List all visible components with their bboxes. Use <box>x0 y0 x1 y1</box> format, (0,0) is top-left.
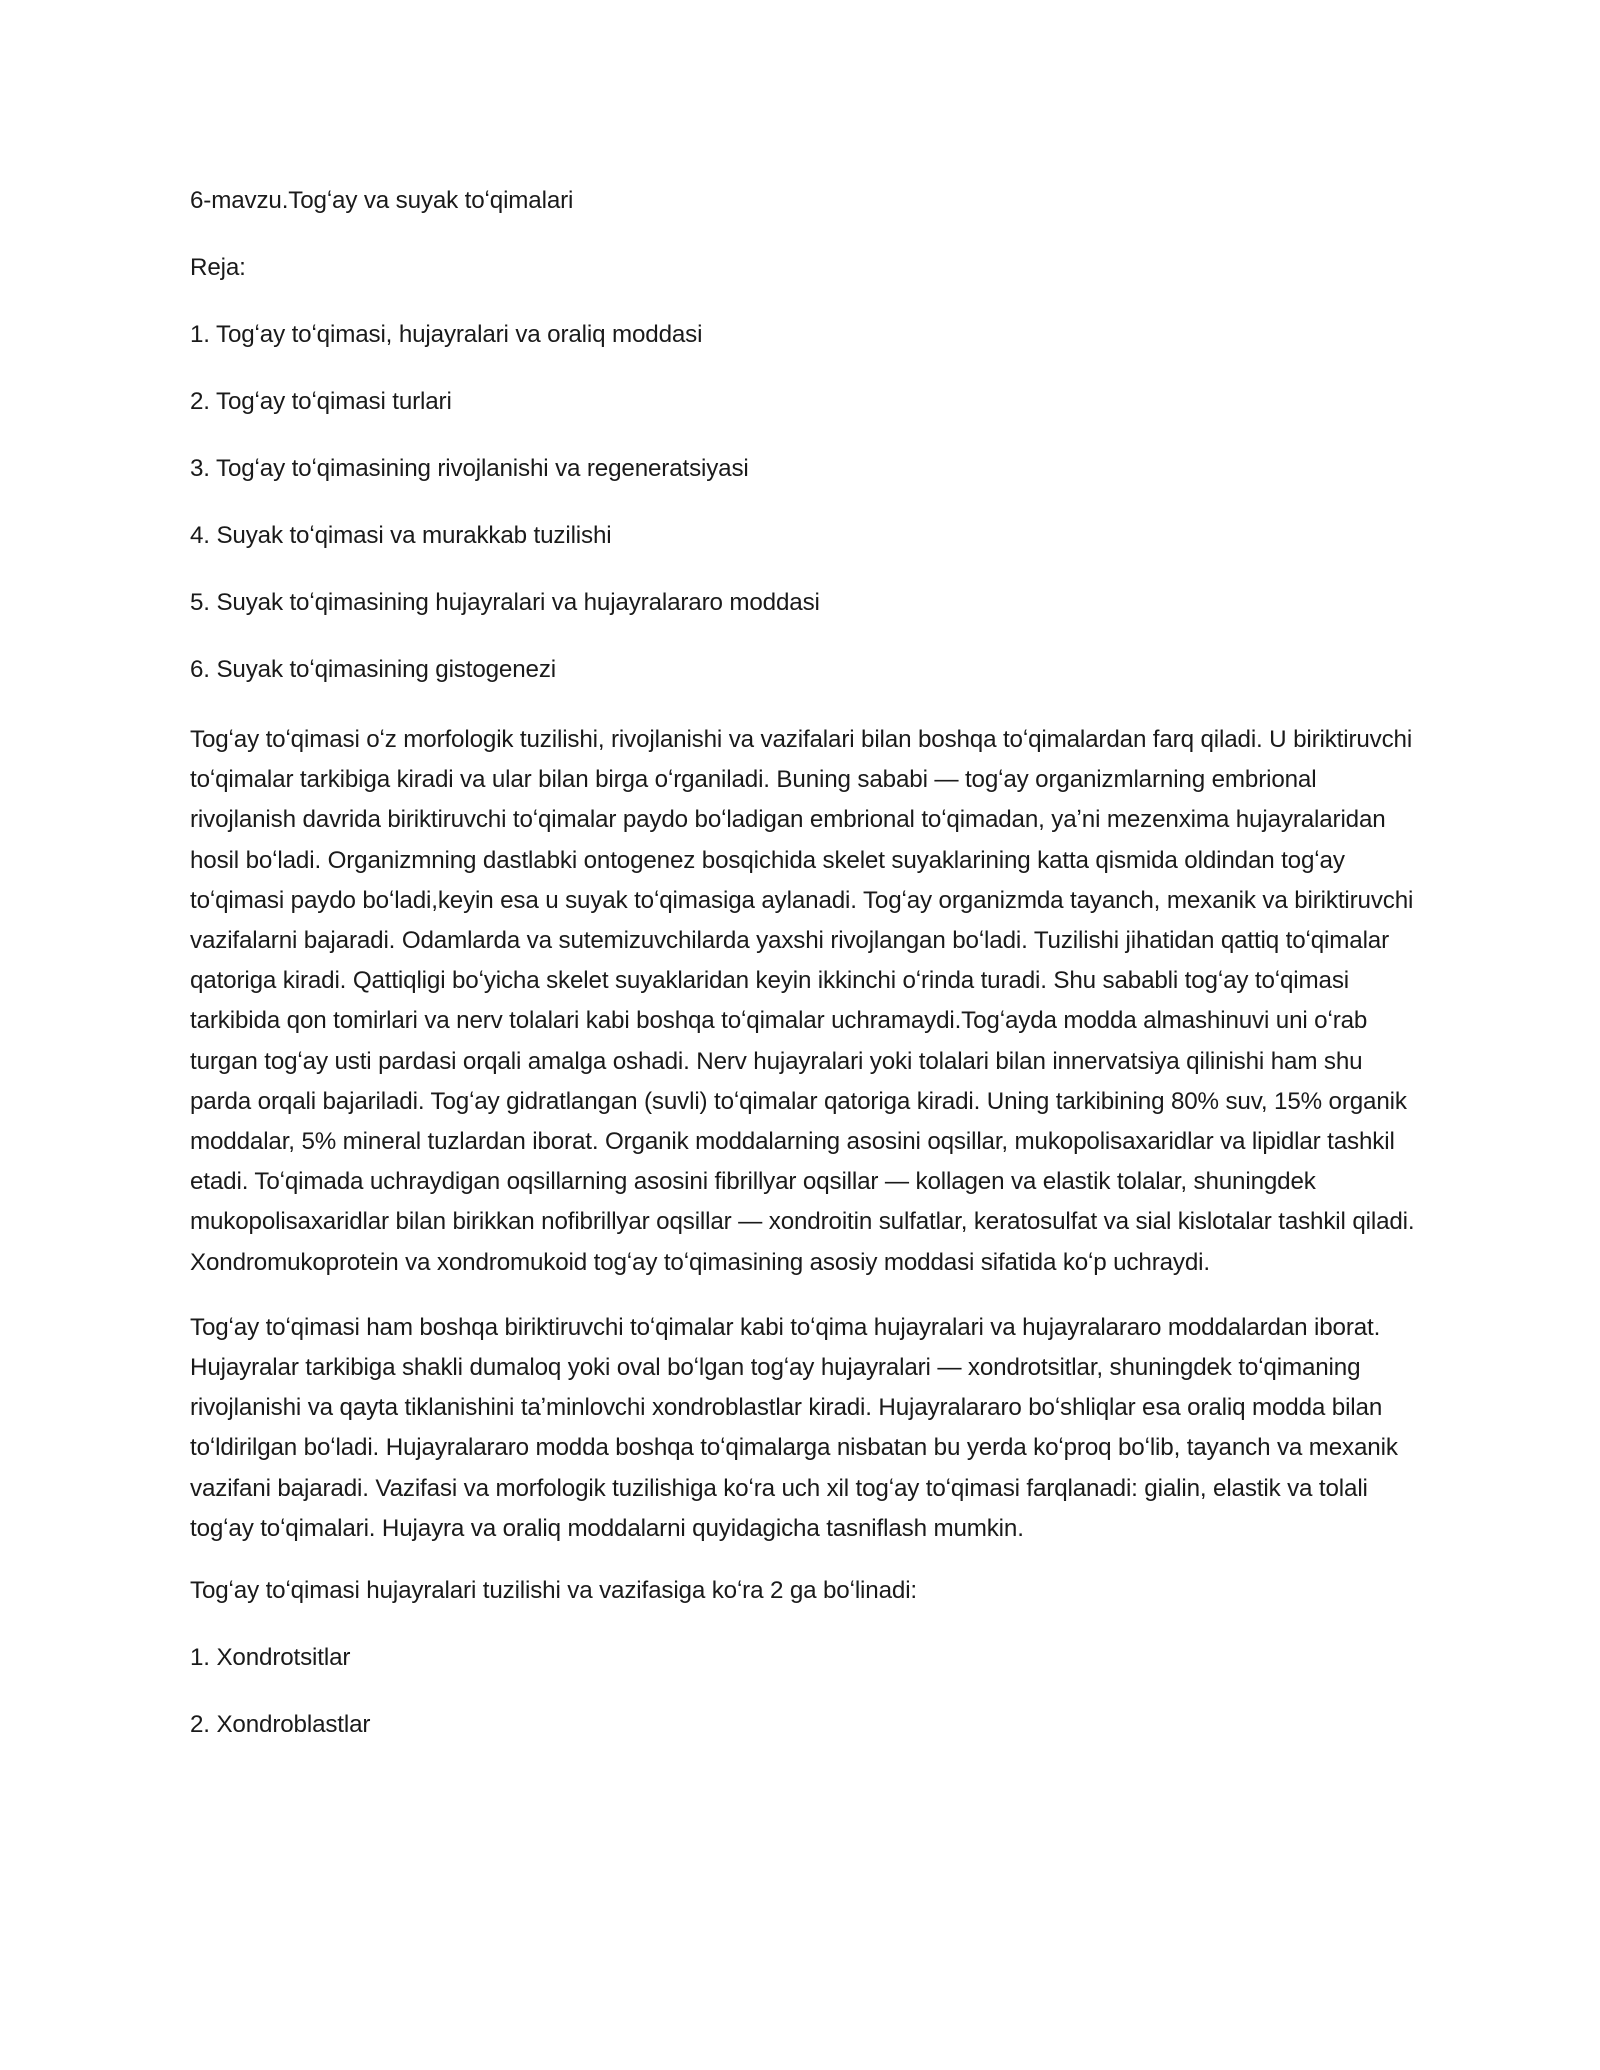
document-title: 6-mavzu.Togʻay va suyak toʻqimalari <box>190 187 574 214</box>
plan-item-2: 2. Togʻay toʻqimasi turlari <box>190 388 452 415</box>
plan-item-3: 3. Togʻay toʻqimasining rivojlanishi va regeneratsiyasi <box>190 455 749 482</box>
document-body <box>190 184 1415 1775</box>
plan-label: Reja: <box>190 254 246 281</box>
classification-item-2: 2. Xondroblastlar <box>190 1711 371 1739</box>
classification-item-1: 1. Xondrotsitlar <box>190 1644 351 1672</box>
plan-item-1: 1. Togʻay toʻqimasi, hujayralari va oraliq moddasi <box>190 321 703 348</box>
body-paragraph-2: Togʻay toʻqimasi ham boshqa biriktiruvchi toʻqimalar kabi toʻqima hujayralari va hujayralararo moddalardan iborat. Hujayralar tarkibiga shakli dumaloq yoki oval boʻlgan togʻay hujayralari — xondrotsitlar, shuningdek toʻqimaning rivojlanishi va qayta tiklanishini taʼminlovchi xondroblastlar kiradi. Hujayralararo boʻshliqlar esa oraliq modda bilan toʻldirilgan boʻladi. Hujayralararo modda boshqa toʻqimalarga nisbatan bu yerda koʻproq boʻlib, tayanch va mexanik vazifani bajaradi. Vazifasi va morfologik tuzilishiga koʻra uch xil togʻay toʻqimasi farqlanadi: gialin, elastik va tolali togʻay toʻqimalari. Hujayra va oraliq moddalarni quyidagicha tasniflash mumkin. <box>190 1313 1398 1542</box>
plan-item-5: 5. Suyak toʻqimasining hujayralari va hujayralararo moddasi <box>190 589 820 616</box>
plan-item-6: 6. Suyak toʻqimasining gistogenezi <box>190 656 556 683</box>
body-paragraph-1: Togʻay toʻqimasi oʻz morfologik tuzilishi, rivojlanishi va vazifalari bilan boshqa toʻqimalardan farq qiladi. U biriktiruvchi toʻqimalar tarkibiga kiradi va ular bilan birga oʻrganiladi. Buning sababi — togʻay organizmlarning embrional rivojlanish davrida biriktiruvchi toʻqimalar paydo boʻladigan embrional toʻqimadan, yaʼni mezenxima hujayralaridan hosil boʻladi. Organizmning dastlabki ontogenez bosqichida skelet suyaklarining katta qismida oldindan togʻay toʻqimasi paydo boʻladi,keyin esa u suyak toʻqimasiga aylanadi. Togʻay organizmda tayanch, mexanik va biriktiruvchi vazifalarni bajaradi. Odamlarda va sutemizuvchilarda yaxshi rivojlangan boʻladi. Tuzilishi jihatidan qattiq toʻqimalar qatoriga kiradi. Qattiqligi boʻyicha skelet suyaklaridan keyin ikkinchi oʻrinda turadi. Shu sababli togʻay toʻqimasi tarkibida qon tomirlari va nerv tolalari kabi boshqa toʻqimalar uchramaydi.Togʻayda modda almashinuvi uni oʻrab turgan togʻay usti pardasi orqali amalga oshadi. Nerv hujayralari yoki tolalari bilan innervatsiya qilinishi ham shu parda orqali bajariladi. Togʻay gidratlangan (suvli) toʻqimalar qatoriga kiradi. Uning tarkibining 80% suv, 15% organik moddalar, 5% mineral tuzlardan iborat. Organik moddalarning asosini oqsillar, mukopolisaxaridlar va lipidlar tashkil etadi. Toʻqimada uchraydigan oqsillarning asosini fibrillyar oqsillar — kollagen va elastik tolalar, shuningdek mukopolisaxaridlar bilan birikkan nofibrillyar oqsillar — xondroitin sulfatlar, keratosulfat va sial kislotalar tashkil qiladi. Xondromukoprotein va xondromukoid togʻay toʻqimasining asosiy moddasi sifatida koʻp uchraydi. <box>190 726 1415 1276</box>
plan-item-4: 4. Suyak toʻqimasi va murakkab tuzilishi <box>190 522 612 549</box>
classification-intro: Togʻay toʻqimasi hujayralari tuzilishi va vazifasiga koʻra 2 ga boʻlinadi: <box>190 1577 917 1605</box>
